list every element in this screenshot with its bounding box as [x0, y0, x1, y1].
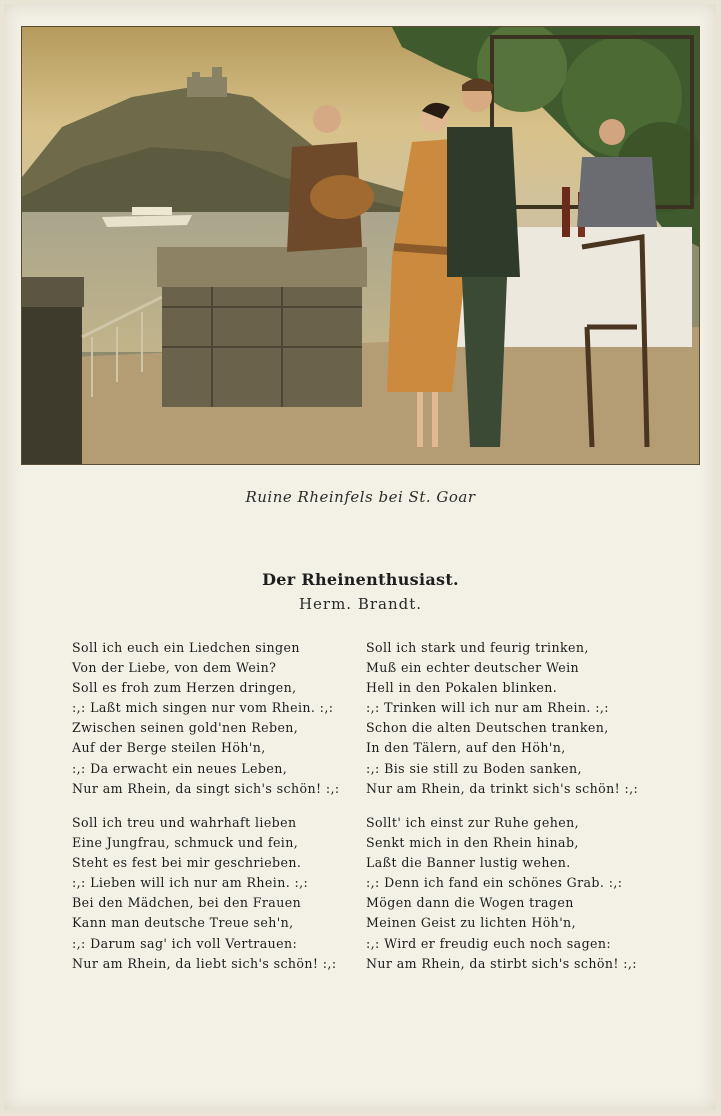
verse-line: Hell in den Pokalen blinken.: [366, 680, 558, 696]
verse-line: Kann man deutsche Treue seh'n,: [72, 915, 294, 931]
stanza-2: [366, 638, 638, 799]
stanza-4: [366, 813, 637, 974]
verse-line: Mögen dann die Wogen tragen: [366, 895, 574, 911]
illustration-caption: Ruine Rheinfels bei St. Goar: [245, 488, 476, 506]
verse-line: Von der Liebe, von dem Wein?: [72, 660, 277, 676]
verse-line: Zwischen seinen gold'nen Reben,: [72, 720, 299, 736]
verse-line: Soll ich euch ein Liedchen singen: [72, 640, 300, 655]
verse-line: Soll es froh zum Herzen dringen,: [72, 680, 297, 696]
verse-line: In den Tälern, auf den Höh'n,: [366, 740, 566, 756]
verse-line: Senkt mich in den Rhein hinab,: [366, 835, 579, 851]
verse-line: Laßt die Banner lustig wehen.: [366, 855, 571, 871]
verse-line: Soll ich treu und wahrhaft lieben: [72, 815, 297, 830]
verse-line: Muß ein echter deutscher Wein: [366, 660, 580, 676]
verse-line: Soll ich stark und feurig trinken,: [366, 640, 589, 655]
verse-line: :,: Denn ich fand ein schönes Grab. :,:: [366, 875, 623, 891]
verse-line: Nur am Rhein, da singt sich's schön! :,:: [72, 780, 340, 796]
verse-line: :,: Da erwacht ein neues Leben,: [72, 760, 288, 776]
verse-line: Auf der Berge steilen Höh'n,: [72, 740, 266, 756]
verse-line: Bei den Mädchen, bei den Frauen: [72, 895, 302, 911]
verse-line: Sollt' ich einst zur Ruhe gehen,: [366, 815, 580, 830]
verse-line: Eine Jungfrau, schmuck und fein,: [72, 835, 299, 851]
poem-author: Herm. Brandt.: [298, 595, 423, 613]
verse-line: Schon die alten Deutschen tranken,: [366, 720, 609, 736]
verse-line: :,: Lieben will ich nur am Rhein. :,:: [72, 875, 309, 891]
rhine-terrace-illustration: [21, 26, 700, 465]
verse-line: :,: Laßt mich singen nur vom Rhein. :,:: [72, 700, 334, 716]
stanza-1: [72, 638, 340, 799]
verse-line: Nur am Rhein, da trinkt sich's schön! :,:: [366, 780, 639, 796]
verse-line: Steht es fest bei mir geschrieben.: [72, 855, 302, 871]
verse-line: :,: Wird er freudig euch noch sagen:: [366, 935, 612, 951]
verse-line: Nur am Rhein, da liebt sich's schön! :,:: [72, 955, 337, 971]
verse-line: :,: Bis sie still zu Boden sanken,: [366, 760, 582, 776]
stanza-3: [72, 813, 336, 974]
verse-line: Meinen Geist zu lichten Höh'n,: [366, 915, 576, 931]
poem-title: Der Rheinenthusiast.: [262, 570, 459, 589]
verse-line: :,: Trinken will ich nur am Rhein. :,:: [366, 700, 609, 716]
verse-line: Nur am Rhein, da stirbt sich's schön! :,:: [366, 955, 637, 971]
verse-line: :,: Darum sag' ich voll Vertrauen:: [72, 935, 298, 951]
